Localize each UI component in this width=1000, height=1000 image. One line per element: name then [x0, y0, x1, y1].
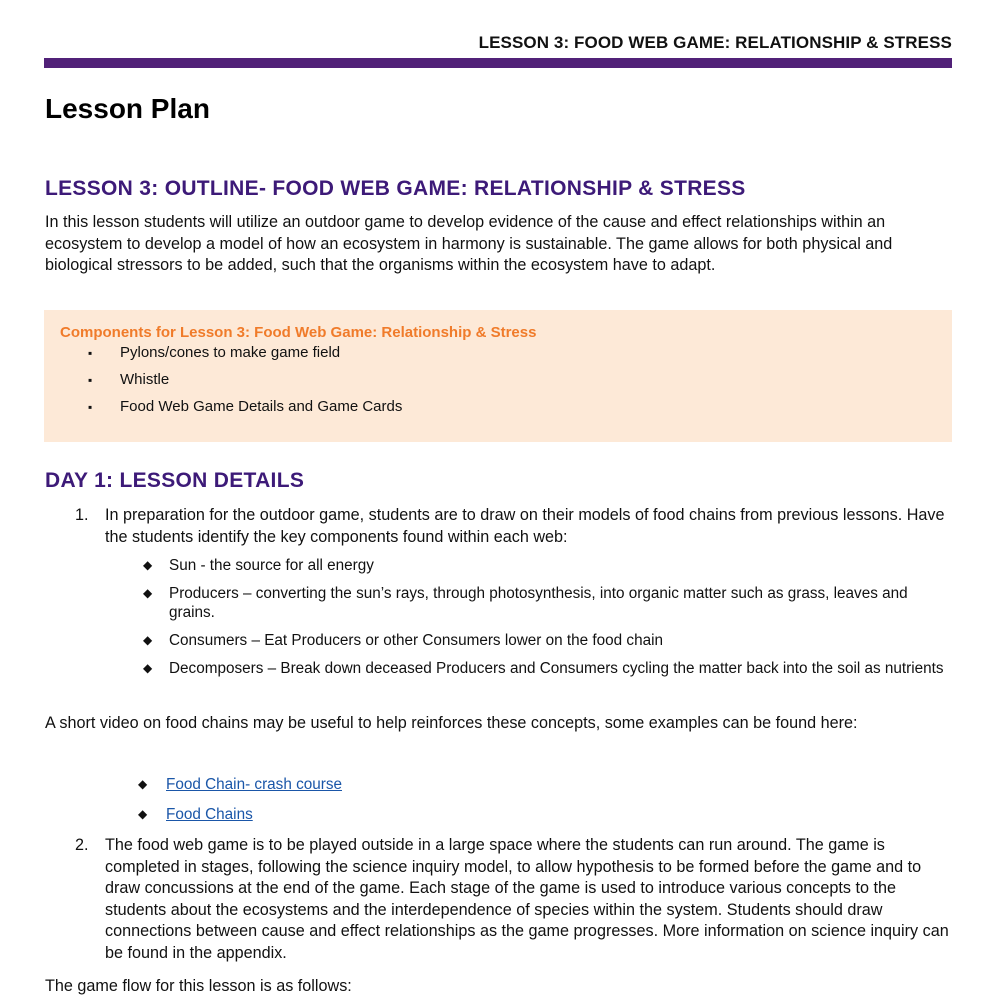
diamond-bullet-icon: ◆ — [143, 661, 153, 675]
step-text: The food web game is to be played outside in a large space where the students can run around. The game is completed in stages, following the science inquiry model, to allow hypothesis to be formed before the game and to draw concussions at the end of the game. Each stage of the game is used to introduce various concepts to the students about the ecosystems and the interdependence of species within the system. Students should draw connections between cause and effect relationships as the game progresses. More information on science inquiry can be found in the appendix. — [105, 836, 949, 962]
component-sublist — [105, 556, 950, 678]
diamond-bullet-icon: ◆ — [138, 777, 148, 791]
outline-heading: LESSON 3: OUTLINE- FOOD WEB GAME: RELATIONSHIP & STRESS — [45, 177, 746, 200]
step-item — [75, 835, 950, 964]
day1-steps-part2 — [75, 835, 950, 964]
list-item-text: Sun - the source for all energy — [169, 557, 374, 574]
bullet-icon: ▪ — [88, 346, 93, 360]
list-item-text: Whistle — [120, 371, 170, 388]
game-flow-intro: The game flow for this lesson is as follows: — [45, 977, 352, 995]
day1-steps-part1 — [75, 505, 950, 687]
list-item — [84, 344, 402, 362]
list-item — [138, 805, 342, 824]
header-rule — [44, 58, 952, 68]
components-list — [84, 344, 402, 425]
diamond-bullet-icon: ◆ — [143, 633, 153, 647]
step-item — [75, 505, 950, 678]
components-box — [44, 310, 952, 442]
video-note: A short video on food chains may be useful to help reinforces these concepts, some examples can be found here: — [45, 714, 858, 732]
link-food-chains[interactable]: Food Chains — [166, 806, 253, 823]
list-item — [139, 659, 950, 678]
list-item-text: Decomposers – Break down deceased Producers and Consumers cycling the matter back into the soil as nutrients — [169, 660, 944, 677]
bullet-icon: ▪ — [88, 400, 93, 414]
list-item — [84, 398, 402, 416]
list-item-text: Consumers – Eat Producers or other Consumers lower on the food chain — [169, 632, 663, 649]
outline-paragraph: In this lesson students will utilize an outdoor game to develop evidence of the cause and effect relationships within an ecosystem to develop a model of how an ecosystem in harmony is sustainable. The game allows for both physical and biological stressors to be added, such that the organisms within the ecosystem have to adapt. — [45, 213, 893, 274]
list-item — [84, 371, 402, 389]
list-item-text: Food Web Game Details and Game Cards — [120, 398, 403, 415]
diamond-bullet-icon: ◆ — [138, 807, 148, 821]
list-item — [138, 775, 342, 794]
list-item — [139, 631, 950, 650]
list-item-text: Pylons/cones to make game field — [120, 344, 341, 361]
list-item-text: Producers – converting the sun’s rays, through photosynthesis, into organic matter such as grass, leaves and grains. — [169, 585, 908, 621]
diamond-bullet-icon: ◆ — [143, 586, 153, 600]
page-title: Lesson Plan — [45, 93, 210, 124]
video-links — [138, 775, 342, 835]
step-number: 2. — [75, 836, 89, 854]
bullet-icon: ▪ — [88, 373, 93, 387]
step-text: In preparation for the outdoor game, students are to draw on their models of food chains from previous lessons. Have the students identify the key components found within each web: — [105, 506, 945, 546]
running-header-title: LESSON 3: FOOD WEB GAME: RELATIONSHIP & STRESS — [478, 33, 952, 52]
link-food-chain-crash-course[interactable]: Food Chain- crash course — [166, 776, 342, 793]
day1-heading: DAY 1: LESSON DETAILS — [45, 469, 305, 492]
list-item — [139, 584, 950, 622]
diamond-bullet-icon: ◆ — [143, 558, 153, 572]
list-item — [139, 556, 950, 575]
components-title: Components for Lesson 3: Food Web Game: Relationship & Stress — [60, 324, 537, 341]
step-number: 1. — [75, 506, 89, 524]
